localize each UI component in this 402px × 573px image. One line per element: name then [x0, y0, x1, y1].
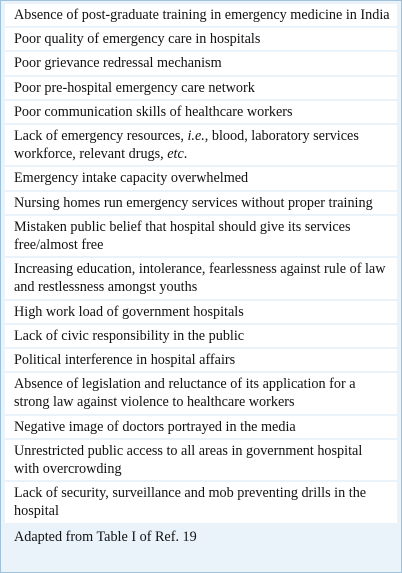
- table-body: [5, 4, 397, 523]
- table-row: High work load of government hospitals: [5, 301, 397, 323]
- table-row: Nursing homes run emergency services without proper training: [5, 192, 397, 214]
- table-row: Political interference in hospital affairs: [5, 349, 397, 371]
- table-row: Lack of civic responsibility in the public: [5, 325, 397, 347]
- row-text: .: [183, 146, 188, 163]
- row-text-italic: etc: [167, 146, 184, 163]
- row-text: , blood, laboratory services workforce, relevant drugs,: [14, 128, 359, 163]
- table-row: Negative image of doctors portrayed in the media: [5, 416, 397, 438]
- table-row: Lack of security, surveillance and mob preventing drills in the hospital: [5, 482, 397, 522]
- row-text: Lack of emergency resources,: [14, 128, 188, 145]
- table-footnote: Adapted from Table I of Ref. 19: [14, 528, 197, 545]
- table-row: Absence of post-graduate training in emergency medicine in India: [5, 4, 397, 26]
- table-row: Poor pre-hospital emergency care network: [5, 77, 397, 99]
- table-row: Absence of legislation and reluctance of its application for a strong law against violence to healthcare workers: [5, 373, 397, 413]
- table-row: Poor grievance redressal mechanism: [5, 52, 397, 74]
- table-row: Emergency intake capacity overwhelmed: [5, 167, 397, 189]
- table-row: Poor quality of emergency care in hospitals: [5, 28, 397, 50]
- table-row: Mistaken public belief that hospital should give its services free/almost free: [5, 216, 397, 256]
- table-row: Increasing education, intolerance, fearlessness against rule of law and restlessness amongst youths: [5, 258, 397, 298]
- table-row: Poor communication skills of healthcare workers: [5, 101, 397, 123]
- row-text-italic: i.e.: [187, 128, 205, 145]
- table-row: [5, 125, 397, 165]
- table-row: Unrestricted public access to all areas in government hospital with overcrowding: [5, 440, 397, 480]
